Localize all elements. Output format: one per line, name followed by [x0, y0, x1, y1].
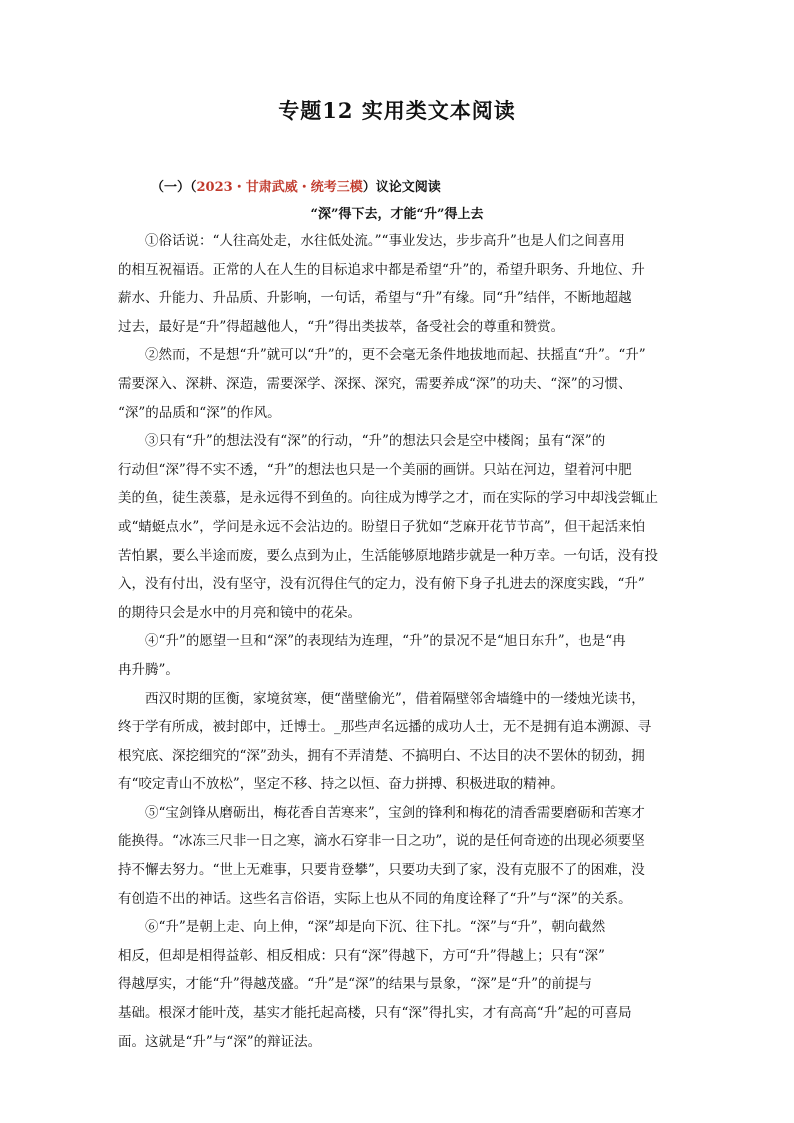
paragraph-line: 的相互祝福语。正常的人在人生的目标追求中都是希望“升”的，希望升职务、升地位、升 — [118, 261, 645, 278]
paragraph — [118, 799, 680, 913]
paragraph — [118, 685, 680, 799]
paragraph — [118, 627, 680, 684]
paragraph-line: 需要深入、深耕、深造，需要深学、深探、深究，需要养成“深”的功夫、“深”的习惯、 — [118, 375, 632, 392]
paragraph — [118, 227, 680, 341]
paragraph-line: 过去，最好是“升”得超越他人，“升”得出类拔萃，备受社会的尊重和赞赏。 — [118, 318, 565, 335]
paragraph-line: ③只有“升”的想法没有“深”的行动，“升”的想法只会是空中楼阁；虽有“深”的 — [118, 433, 606, 450]
article-body — [118, 227, 680, 1056]
paragraph-line: ②然而，不是想“升”就可以“升”的，更不会毫无条件地拔地而起、扶摇直“升”。“升” — [118, 347, 646, 364]
paragraph-line: 根究底、深挖细究的“深”劲头，拥有不弄清楚、不搞明白、不达目的决不罢休的韧劲，拥 — [118, 747, 645, 764]
paragraph-line: ⑥“升”是朝上走、向上伸，“深”却是向下沉、往下扎。“深”与“升”，朝向截然 — [118, 919, 606, 936]
paragraph-line: ④“升”的愿望一旦和“深”的表现结为连理，“升”的景况不是“旭日东升”，也是“冉 — [118, 633, 626, 650]
paragraph-line: 的期待只会是水中的月亮和镜中的花朵。 — [118, 604, 361, 621]
paragraph-line: 面。这就是“升”与“深”的辩证法。 — [118, 1033, 322, 1050]
paragraph-line: ⑤“宝剑锋从磨砺出，梅花香自苦寒来”，宝剑的锋利和梅花的清香需要磨砺和苦寒才 — [118, 804, 645, 821]
paragraph-line: 有创造不出的神话。这些名言俗语，实际上也从不同的角度诠释了“升”与“深”的关系。 — [118, 890, 632, 907]
document-title: 专题12 实用类文本阅读 — [278, 98, 516, 123]
paragraph-line: 相反，但却是相得益彰、相反相成：只有“深”得越下，方可“升”得越上；只有“深” — [118, 947, 605, 964]
paragraph — [118, 913, 680, 1056]
paragraph — [118, 341, 680, 427]
paragraph — [118, 427, 680, 627]
paragraph-line: 薪水、升能力、升品质、升影响，一句话，希望与“升”有缘。同“升”结伴，不断地超越 — [118, 290, 632, 307]
paragraph-line: 行动但“深”得不实不透，“升”的想法也只是一个美丽的画饼。只站在河边，望着河中肥 — [118, 461, 632, 478]
paragraph-line: 西汉时期的匡衡，家境贫寒，便“凿壁偷光”，借着隔壁邻舍墙缝中的一缕烛光读书， — [118, 690, 645, 707]
paragraph-line: 入，没有付出，没有坚守，没有沉得住气的定力，没有俯下身子扎进去的深度实践，“升” — [118, 576, 645, 593]
paragraph-line: 美的鱼，徒生羡慕，是永远得不到鱼的。向往成为博学之才，而在实际的学习中却浅尝辄止 — [118, 490, 658, 507]
paragraph-line: 苦怕累，要么半途而废，要么点到为止，生活能够原地踏步就是一种万幸。一句话，没有投 — [118, 547, 658, 564]
section-heading — [151, 178, 441, 198]
paragraph-line: 能换得。“冰冻三尺非一日之寒，滴水石穿非一日之功”，说的是任何奇迹的出现必须要坚 — [118, 833, 645, 850]
section-source: 2023・甘肃武威・统考三模 — [196, 180, 363, 195]
paragraph-line: 冉升腾”。 — [118, 661, 179, 678]
section-suffix: ）议论文阅读 — [362, 180, 441, 195]
article-title: “深”得下去，才能“升”得上去 — [310, 207, 484, 222]
paragraph-line: 持不懈去努力。“世上无难事，只要肯登攀”，只要功夫到了家，没有克服不了的困难，没 — [118, 862, 645, 879]
paragraph-line: ①俗话说：“人往高处走，水往低处流。”“事业发达，步步高升”也是人们之间喜用 — [118, 233, 625, 249]
paragraph-line: 或“蜻蜓点水”，学问是永远不会沾边的。盼望日子犹如“芝麻开花节节高”，但干起活来怕 — [118, 518, 646, 535]
paragraph-line: 得越厚实，才能“升”得越茂盛。“升”是“深”的结果与景象，“深”是“升”的前提与 — [118, 976, 593, 993]
paragraph-line: 有“咬定青山不放松”，坚定不移、持之以恒、奋力拼搏、积极进取的精神。 — [118, 776, 564, 793]
paragraph-line: “深”的品质和“深”的作风。 — [118, 404, 281, 421]
section-prefix: （一）（ — [151, 180, 197, 195]
paragraph-line: 基础。根深才能叶茂，基实才能托起高楼，只有“深”得扎实，才有高高“升”起的可喜局 — [118, 1005, 632, 1022]
paragraph-line: 终于学有所成，被封郎中，迁博士。_那些声名远播的成功人士，无不是拥有追本溯源、寻 — [118, 719, 652, 736]
